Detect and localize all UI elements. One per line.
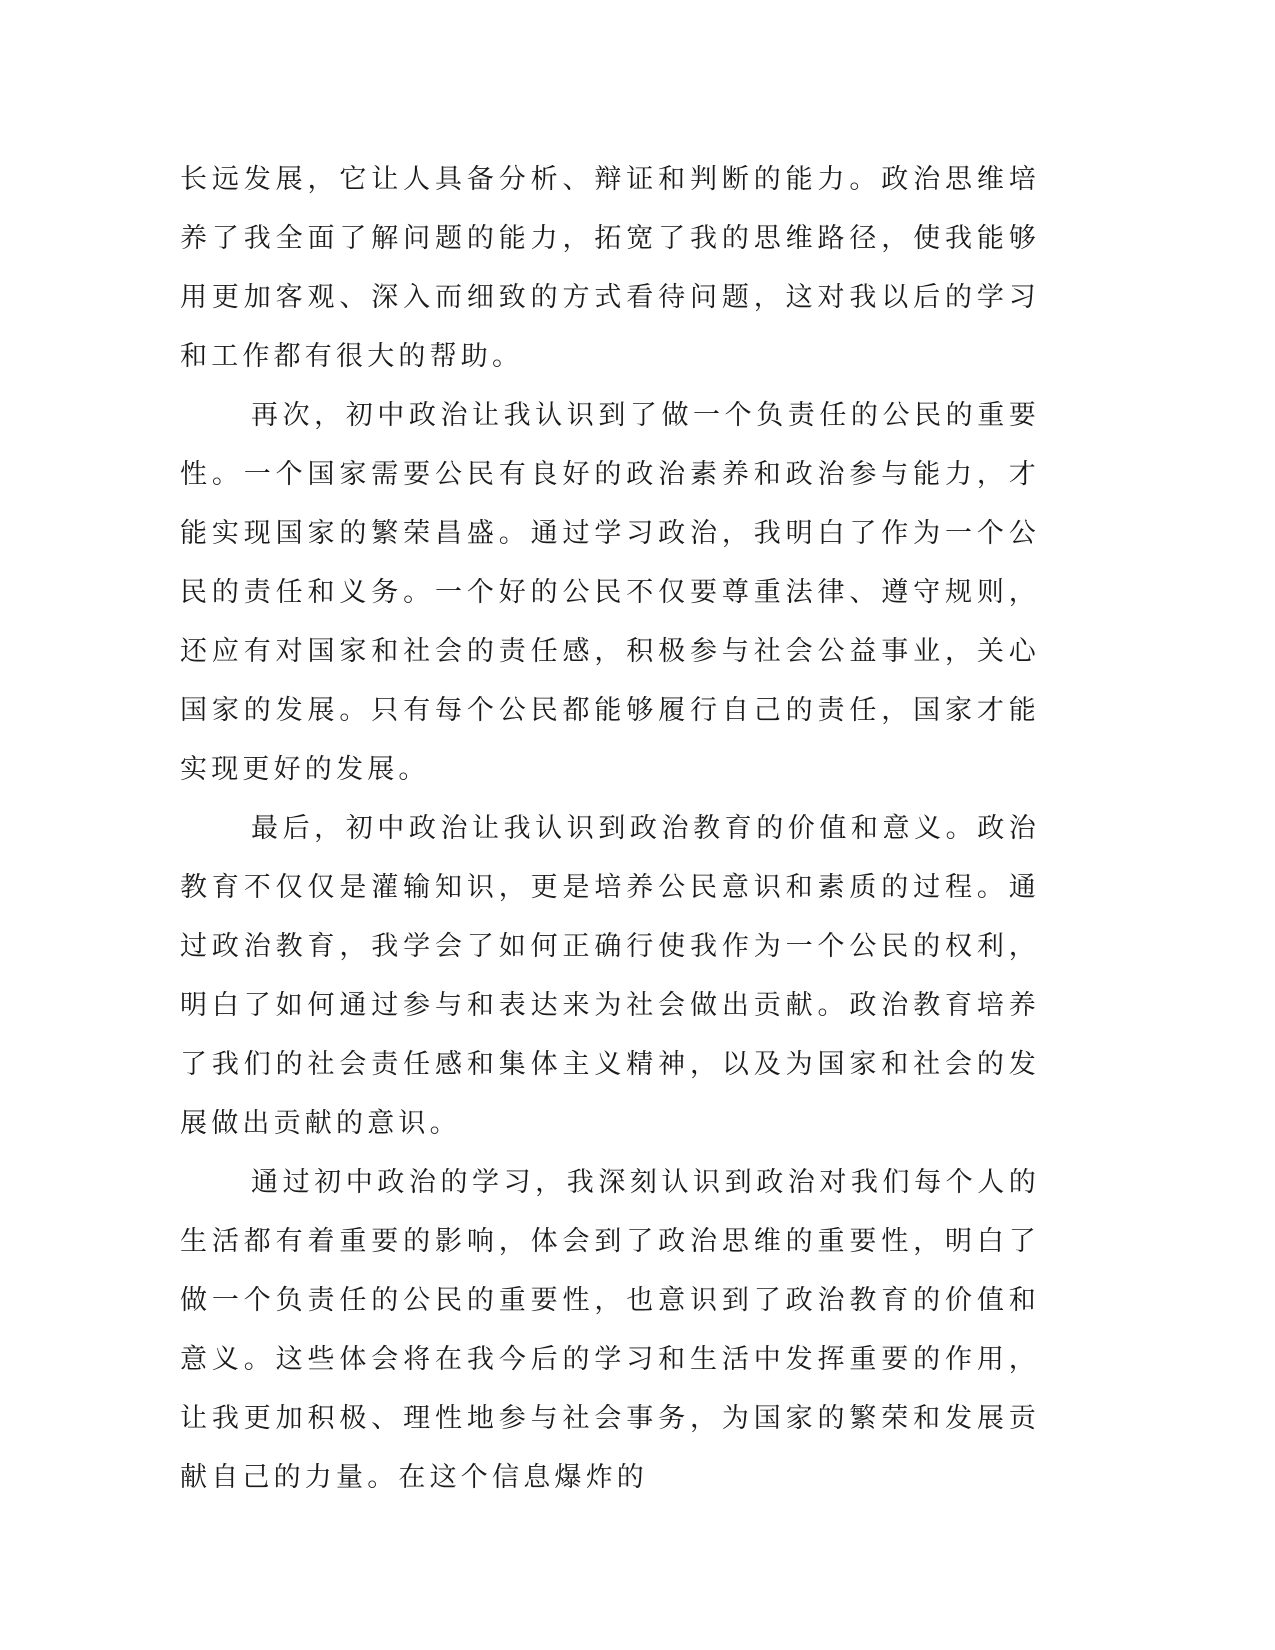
document-body [180,150,1040,1507]
paragraph-continuation: 长远发展，它让人具备分析、辩证和判断的能力。政治思维培养了我全面了解问题的能力，拓宽了我的思维路径，使我能够用更加客观、深入而细致的方式看待问题，这对我以后的学习和工作都有很大的帮助。 [180,164,1040,372]
paragraph-citizen-responsibility: 再次，初中政治让我认识到了做一个负责任的公民的重要性。一个国家需要公民有良好的政治素养和政治参与能力，才能实现国家的繁荣昌盛。通过学习政治，我明白了作为一个公民的责任和义务。一个好的公民不仅要尊重法律、遵守规则，还应有对国家和社会的责任感，积极参与社会公益事业，关心国家的发展。只有每个公民都能够履行自己的责任，国家才能实现更好的发展。 [180,400,1040,785]
paragraph-conclusion: 通过初中政治的学习，我深刻认识到政治对我们每个人的生活都有着重要的影响，体会到了政治思维的重要性，明白了做一个负责任的公民的重要性，也意识到了政治教育的价值和意义。这些体会将在我今后的学习和生活中发挥重要的作用，让我更加积极、理性地参与社会事务，为国家的繁荣和发展贡献自己的力量。在这个信息爆炸的 [180,1167,1040,1493]
paragraph-political-education: 最后，初中政治让我认识到政治教育的价值和意义。政治教育不仅仅是灌输知识，更是培养公民意识和素质的过程。通过政治教育，我学会了如何正确行使我作为一个公民的权利，明白了如何通过参与和表达来为社会做出贡献。政治教育培养了我们的社会责任感和集体主义精神，以及为国家和社会的发展做出贡献的意识。 [180,813,1040,1139]
